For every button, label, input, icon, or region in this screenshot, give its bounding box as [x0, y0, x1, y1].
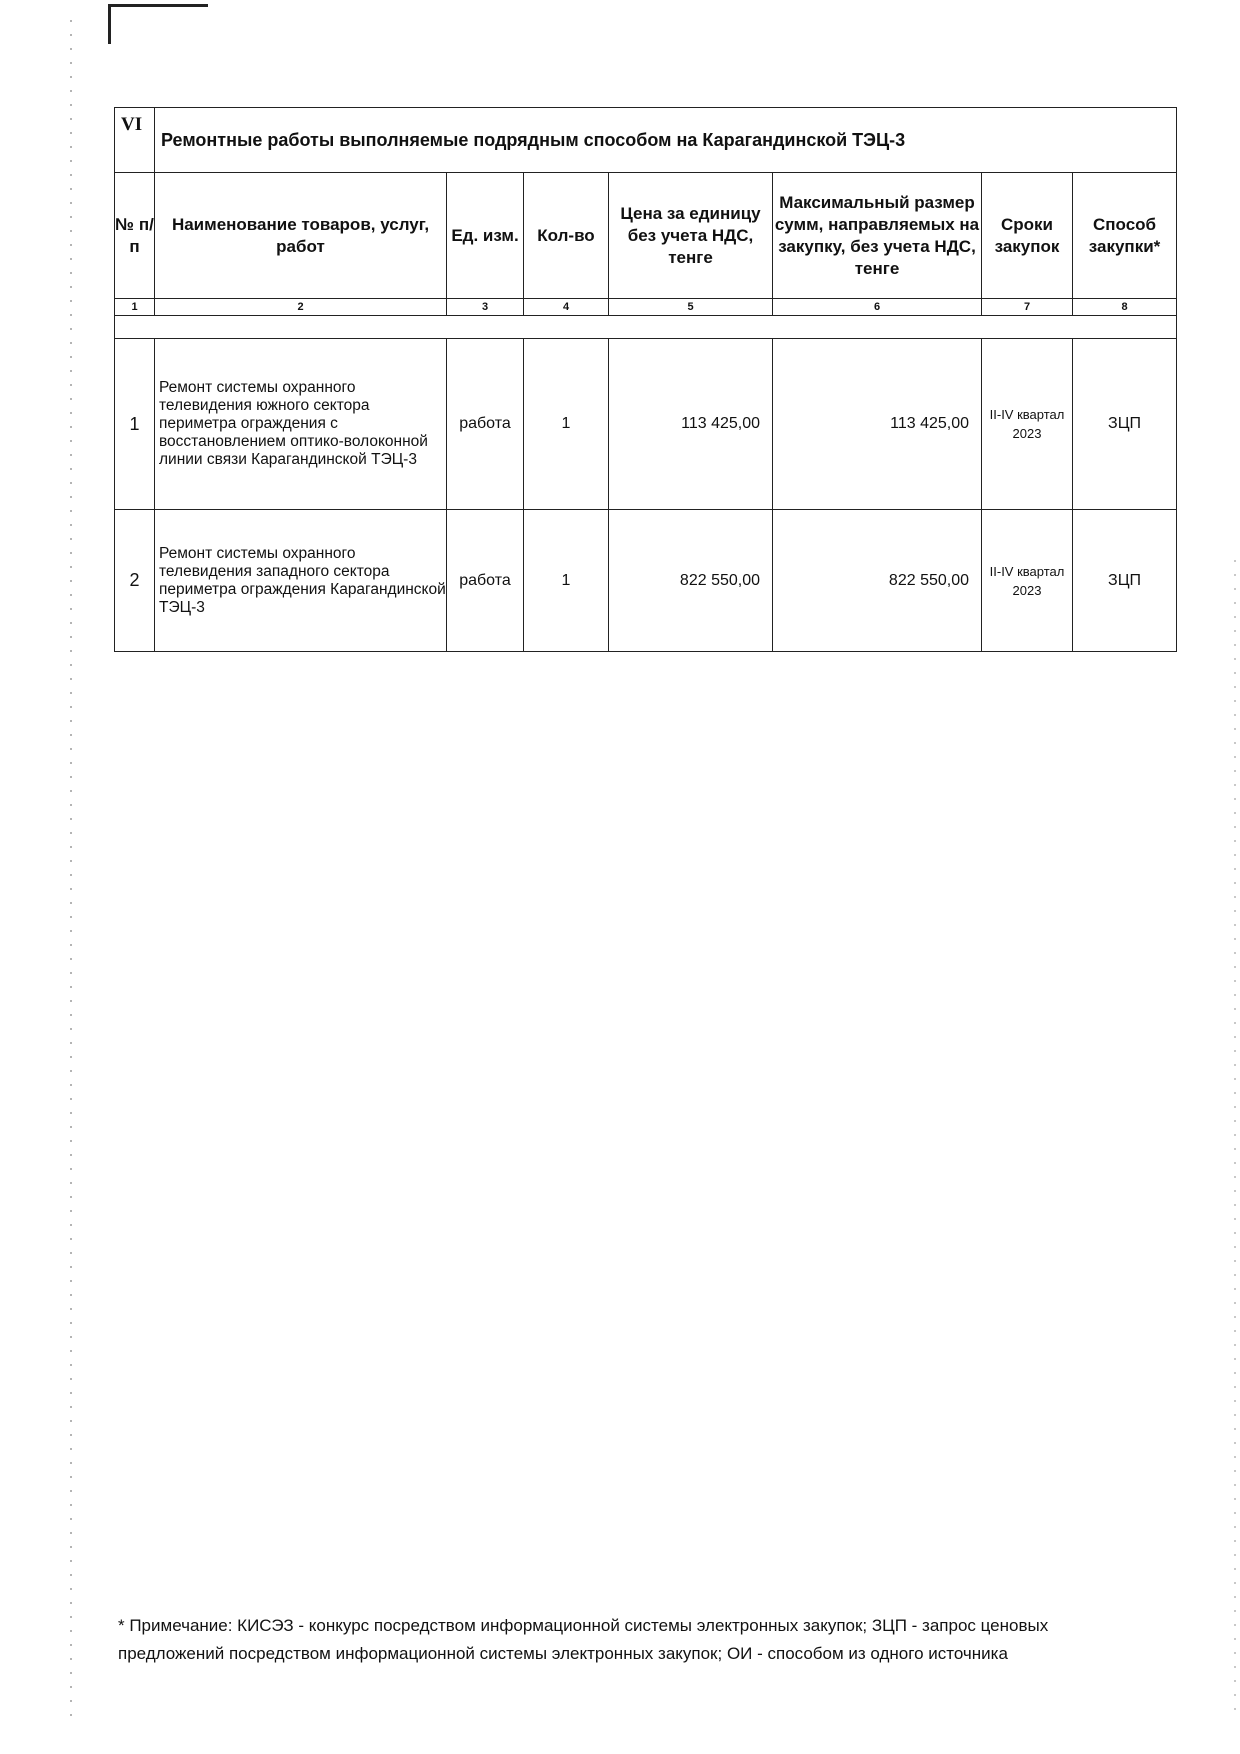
column-index: 4: [524, 299, 609, 316]
col-header-unit: Ед. изм.: [447, 173, 524, 299]
row-qty: 1: [524, 510, 609, 652]
section-title: Ремонтные работы выполняемые подрядным способом на Карагандинской ТЭЦ-3: [155, 108, 1177, 173]
col-header-qty: Кол-во: [524, 173, 609, 299]
col-header-term: Сроки закупок: [982, 173, 1073, 299]
scan-corner-mark: [108, 4, 208, 7]
row-max-sum: 113 425,00: [773, 339, 982, 510]
scan-edge-marks: [70, 20, 72, 1720]
row-max-sum: 822 550,00: [773, 510, 982, 652]
row-term: II-IV квартал 2023: [982, 510, 1073, 652]
column-index: 2: [155, 299, 447, 316]
scan-edge-marks: [1234, 560, 1236, 1720]
row-unit: работа: [447, 339, 524, 510]
row-price: 822 550,00: [609, 510, 773, 652]
footnote: * Примечание: КИСЭЗ - конкурс посредством информационной системы электронных закупок; ЗЦП - запрос ценовых предложений посредством информационной системы электронных закупок; ОИ - способом из одного источника: [118, 1616, 1049, 1663]
col-header-num: № п/п: [115, 173, 155, 299]
table-row: [115, 339, 1177, 510]
spacer-row: [115, 316, 1177, 339]
row-name: Ремонт системы охранного телевидения западного сектора периметра ограждения Карагандинской ТЭЦ-3: [155, 510, 447, 652]
col-header-name: Наименование товаров, услуг, работ: [155, 173, 447, 299]
column-index: 6: [773, 299, 982, 316]
header-row: [115, 173, 1177, 299]
column-index: 8: [1073, 299, 1177, 316]
row-unit: работа: [447, 510, 524, 652]
row-number: 1: [115, 339, 155, 510]
col-header-method: Способ закупки*: [1073, 173, 1177, 299]
spacer-cell: [115, 316, 1177, 339]
column-index: 3: [447, 299, 524, 316]
column-index: 5: [609, 299, 773, 316]
col-header-price: Цена за единицу без учета НДС, тенге: [609, 173, 773, 299]
section-row: [115, 108, 1177, 173]
row-method: ЗЦП: [1073, 339, 1177, 510]
col-header-max-sum: Максимальный размер сумм, направляемых на закупку, без учета НДС, тенге: [773, 173, 982, 299]
procurement-table: [114, 107, 1177, 652]
row-method: ЗЦП: [1073, 510, 1177, 652]
row-qty: 1: [524, 339, 609, 510]
column-index: 7: [982, 299, 1073, 316]
column-index-row: [115, 299, 1177, 316]
table-row: [115, 510, 1177, 652]
column-index: 1: [115, 299, 155, 316]
row-number: 2: [115, 510, 155, 652]
section-number: VI: [115, 108, 155, 173]
row-price: 113 425,00: [609, 339, 773, 510]
row-term: II-IV квартал 2023: [982, 339, 1073, 510]
scan-corner-mark: [108, 4, 111, 44]
row-name: Ремонт системы охранного телевидения южного сектора периметра ограждения с восстановлением оптико-волоконной линии связи Карагандинской ТЭЦ-3: [155, 339, 447, 510]
